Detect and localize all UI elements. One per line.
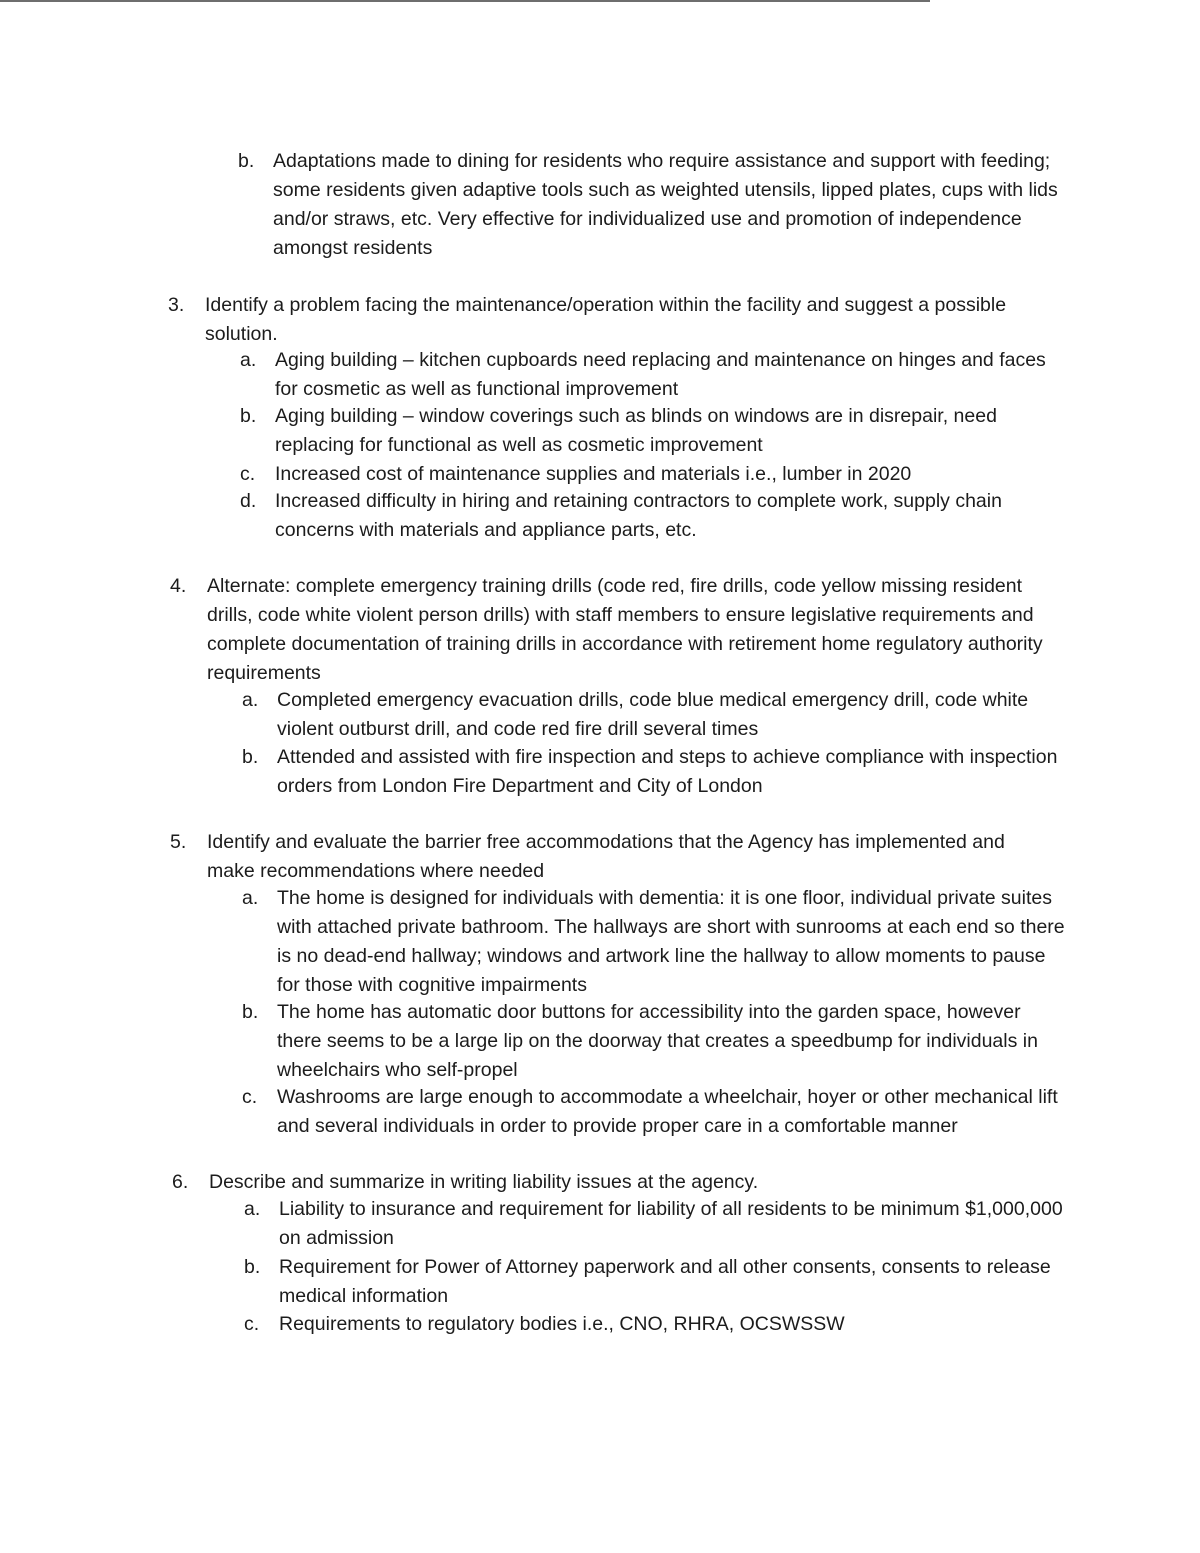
- list-item-heading: Alternate: complete emergency training drills (code red, fire drills, code yellow missing resident drills, code white violent person drills) with staff members to ensure legislative requirements and complete documentation of training drills in accordance with retirement home regulatory authority requirements: [207, 575, 1043, 684]
- list-item-text: Completed emergency evacuation drills, code blue medical emergency drill, code white violent outburst drill, and code red fire drill several times: [277, 689, 1029, 740]
- list-marker: d.: [240, 490, 257, 512]
- list-marker: b.: [244, 1256, 261, 1278]
- list-marker: c.: [242, 1086, 258, 1108]
- list-marker: c.: [240, 463, 256, 485]
- list-number: 3.: [168, 294, 185, 316]
- list-marker: a.: [242, 689, 259, 711]
- list-item-text: The home is designed for individuals with dementia: it is one floor, individual private suites with attached private bathroom. The hallways are short with sunrooms at each end so there is no dead-end hallway; windows and artwork line the hallway to allow moments to pause for those with cognitive impairments: [277, 887, 1065, 996]
- list-marker: b.: [240, 405, 257, 427]
- list-item-text: Aging building – window coverings such as blinds on windows are in disrepair, need replacing for functional as well as cosmetic improvement: [275, 405, 997, 456]
- list-item-text: Aging building – kitchen cupboards need replacing and maintenance on hinges and faces for cosmetic as well as functional improvement: [275, 349, 1046, 400]
- list-marker: b.: [242, 746, 259, 768]
- list-marker: b.: [238, 150, 255, 172]
- list-number: 5.: [170, 831, 187, 853]
- list-item-text: Increased cost of maintenance supplies and materials i.e., lumber in 2020: [275, 463, 912, 485]
- list-item-heading: Identify a problem facing the maintenance/operation within the facility and suggest a possible solution.: [205, 294, 1007, 345]
- list-number: 4.: [170, 575, 187, 597]
- list-item-text: Increased difficulty in hiring and retaining contractors to complete work, supply chain concerns with materials and appliance parts, etc.: [275, 490, 1002, 541]
- list-item-text: Attended and assisted with fire inspection and steps to achieve compliance with inspection orders from London Fire Department and City of London: [277, 746, 1058, 797]
- list-marker: c.: [244, 1313, 260, 1335]
- list-marker: a.: [242, 887, 259, 909]
- list-item-heading: Describe and summarize in writing liability issues at the agency.: [209, 1171, 759, 1193]
- list-item-text: The home has automatic door buttons for accessibility into the garden space, however there seems to be a large lip on the doorway that creates a speedbump for individuals in wheelchairs who self-propel: [277, 1001, 1038, 1081]
- list-item-text: Requirement for Power of Attorney paperwork and all other consents, consents to release medical information: [279, 1256, 1051, 1307]
- list-item-text: Requirements to regulatory bodies i.e., CNO, RHRA, OCSWSSW: [279, 1313, 845, 1335]
- list-marker: a.: [244, 1198, 261, 1220]
- list-marker: b.: [242, 1001, 259, 1023]
- list-item-heading: Identify and evaluate the barrier free accommodations that the Agency has implemented and make recommendations where needed: [207, 831, 1005, 882]
- list-item-text: Liability to insurance and requirement for liability of all residents to be minimum $1,000,000 on admission: [279, 1198, 1063, 1249]
- list-item-text: Adaptations made to dining for residents who require assistance and support with feeding; some residents given adaptive tools such as weighted utensils, lipped plates, cups with lids and/or straws, etc. Very effective for individualized use and promotion of independence amongst residents: [273, 150, 1058, 259]
- list-marker: a.: [240, 349, 257, 371]
- list-number: 6.: [172, 1171, 189, 1193]
- list-item-text: Washrooms are large enough to accommodate a wheelchair, hoyer or other mechanical lift and several individuals in order to provide proper care in a comfortable manner: [277, 1086, 1058, 1137]
